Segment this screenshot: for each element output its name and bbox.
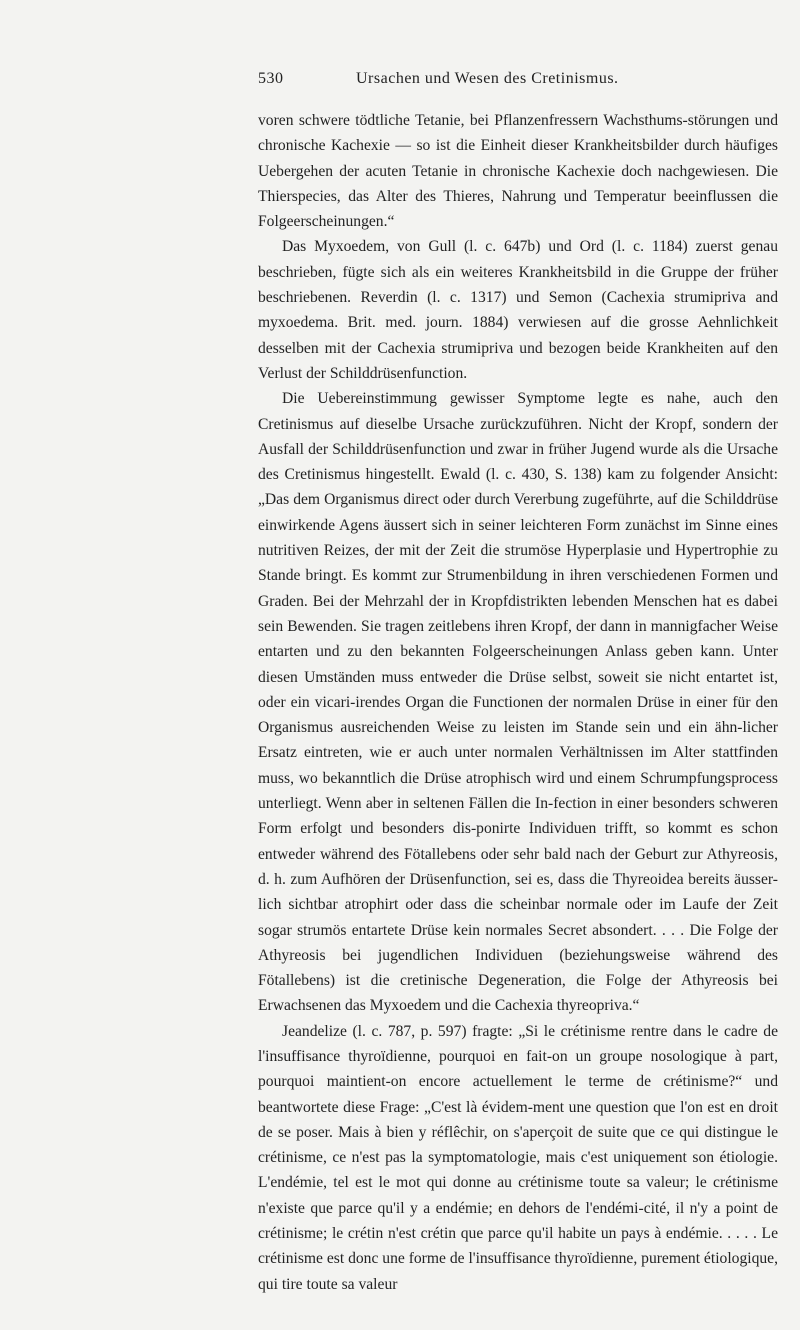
page-number: 530 (258, 70, 284, 87)
paragraph-2: Das Myxoedem, von Gull (l. c. 647b) und Ord (l. c. 1184) zuerst genau beschrieben, fügte sich als ein weiteres Krankheitsbild in die Gruppe der früher beschriebenen. Reverdin (l. c. 1317) und Semon (Cachexia strumipriva and myxoedema. Brit. med. journ. 1884) verwiesen auf die grosse Aehnlichkeit desselben mit der Cachexia strumipriva und bezogen beide Krankheiten auf den Verlust der Schilddrüsenfunction. (258, 238, 778, 382)
running-title: Ursachen und Wesen des Cretinismus. (356, 70, 619, 87)
paragraph-1: voren schwere tödtliche Tetanie, bei Pflanzenfressern Wachsthums-störungen und chronische Kachexie — so ist die Einheit dieser Krankheitsbilder durch häufiges Uebergehen der acuten Tetanie in chronische Kachexie doch nachgewiesen. Die Thierspecies, das Alter des Thieres, Nahrung und Temperatur beeinflussen die Folgeerscheinungen.“ (258, 112, 778, 231)
paragraph-4: Jeandelize (l. c. 787, p. 597) fragte: „Si le crétinisme rentre dans le cadre de l'insuffisance thyroïdienne, pourquoi en fait-on un groupe nosologique à part, pourquoi maintient-on encore actuellement le terme de crétinisme?“ und beantwortete diese Frage: „C'est là évidem-ment une question que l'on est en droit de se poser. Mais à bien y réflêchir, on s'aperçoit de suite que ce qui distingue le crétinisme, ce n'est pas la symptomatologie, mais c'est uniquement son étiologie. L'endémie, tel est le mot qui donne au crétinisme toute sa valeur; le crétinisme n'existe que parce qu'il y a endémie; en dehors de l'endémi-cité, il n'y a point de crétinisme; le crétin n'est crétin que parce qu'il habite un pays à endémie. . . . . Le crétinisme est donc une forme de l'insuffisance thyroïdienne, purement étiologique, qui tire toute sa valeur (258, 1022, 778, 1293)
paragraph-3: Die Uebereinstimmung gewisser Symptome legte es nahe, auch den Cretinismus auf dieselbe Ursache zurückzuführen. Nicht der Kropf, sondern der Ausfall der Schilddrüsenfunction und zwar in früher Jugend wurde als die Ursache des Cretinismus hingestellt. Ewald (l. c. 430, S. 138) kam zu folgender Ansicht: „Das dem Organismus direct oder durch Vererbung zugeführte, auf die Schilddrüse einwirkende Agens äussert sich in seiner leichteren Form zunächst im Sinne eines nutritiven Reizes, der mit der Zeit die strumöse Hyperplasie und Hypertrophie zu Stande bringt. Es kommt zur Strumenbildung in ihren verschiedenen Formen und Graden. Bei der Mehrzahl der in Kropfdistrikten lebenden Menschen hat es dabei sein Bewenden. Sie tragen zeitlebens ihren Kropf, der dann in mannigfacher Weise entarten und zu den bekannten Folgeerscheinungen Anlass geben kann. Unter diesen Umständen muss entweder die Drüse selbst, soweit sie nicht entartet ist, oder ein vicari-irendes Organ die Functionen der normalen Drüse in einer für den Organismus ausreichenden Weise zu leisten im Stande sein und ein ähn-licher Ersatz eintreten, wie er auch unter normalen Verhältnissen im Alter stattfinden muss, wo bekanntlich die Drüse atrophisch wird und einem Schrumpfungsprocess unterliegt. Wenn aber in seltenen Fällen die In-fection in einer besonders schweren Form erfolgt und besonders dis-ponirte Individuen trifft, so kommt es schon entweder während des Fötallebens oder sehr bald nach der Geburt zur Athyreosis, d. h. zum Aufhören der Drüsenfunction, sei es, dass die Thyreoidea bereits äusser-lich sichtbar atrophirt oder dass die scheinbar normale oder im Laufe der Zeit sogar strumös entartete Drüse kein normales Secret absondert. . . . Die Folge der Athyreosis bei jugendlichen Individuen (beziehungsweise während des Fötallebens) ist die cretinische Degeneration, die Folge der Athyreosis bei Erwachsenen das Myxoedem und die Cachexia thyreopriva.“ (258, 390, 778, 1015)
body-text (258, 108, 778, 1297)
running-head (258, 70, 778, 96)
